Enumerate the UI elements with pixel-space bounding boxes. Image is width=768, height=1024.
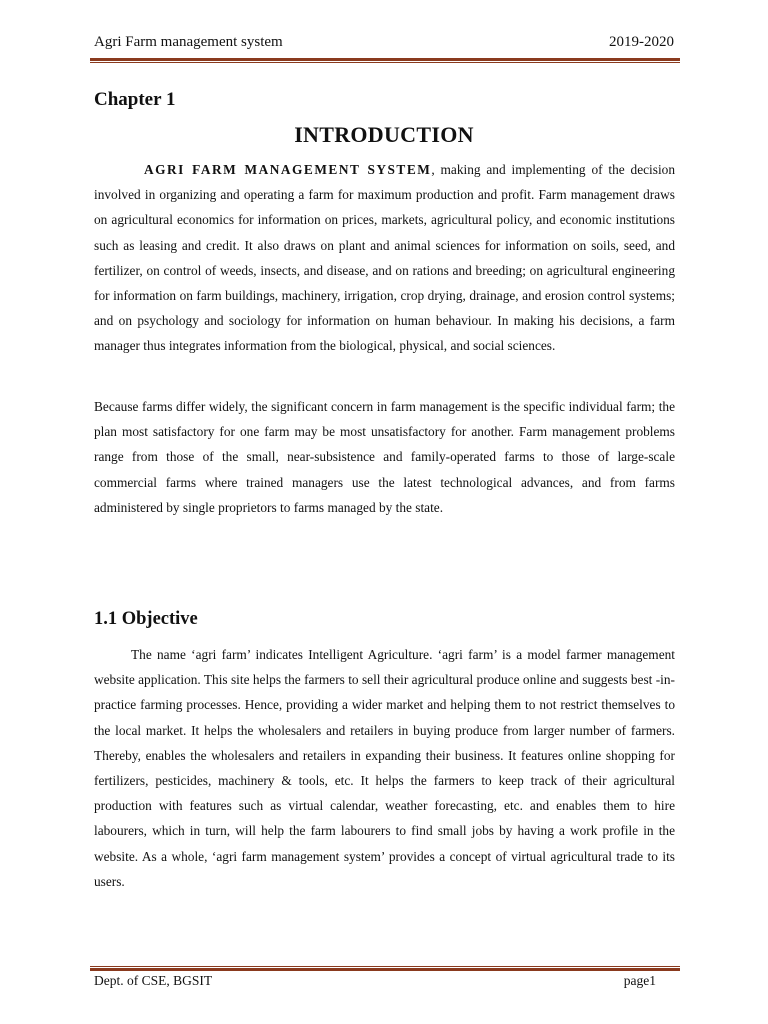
intro-paragraph-2: Because farms differ widely, the significant concern in farm management is the specific individual farm; the plan most satisfactory for one farm may be most unsatisfactory for another. Farm management problems range from those of the small, near-subsistence and family-operated farms to those of large-scale commercial farms where trained managers use the latest technological advances, and from farms administered by single proprietors to farms managed by the state. xyxy=(94,399,675,515)
header-year: 2019-2020 xyxy=(609,34,674,50)
intro-paragraph-1-text: , making and implementing of the decision involved in organizing and operating a farm for maximum production and profit. Farm management draws on agricultural economics for information on prices, markets, agricultural policy, and economic institutions such as leasing and credit. It also draws on plant and animal sciences for information on soils, seed, and fertilizer, on control of weeds, insects, and disease, and on rations and breeding; on agricultural engineering for information on farm buildings, machinery, irrigation, crop drying, drainage, and erosion control systems; and on psychology and sociology for information on human behaviour. In making his decisions, a farm manager thus integrates information from the biological, physical, and social sciences. xyxy=(94,162,676,354)
page-header xyxy=(94,34,674,51)
intro-paragraph-1 xyxy=(94,157,675,359)
objective-paragraph: The name ‘agri farm’ indicates Intelligent Agriculture. ‘agri farm’ is a model farmer management website application. This site helps the farmers to sell their agricultural produce online and suggests best -in-practice farming processes. Hence, providing a wider market and helping them to not restrict themselves to the local market. It helps the wholesalers and retailers in buying produce from larger number of farmers. Thereby, enables the wholesalers and retailers in expanding their business. It features online shopping for fertilizers, pesticides, machinery & tools, etc. It helps the farmers to keep track of their agricultural production with features such as virtual calendar, weather forecasting, etc. and enables them to hire labourers, which in turn, will help the farm labourers to find small jobs by having a work profile in the website. As a whole, ‘agri farm management system’ provides a concept of virtual agricultural trade to its users. xyxy=(94,647,675,889)
chapter-label: Chapter 1 xyxy=(94,89,176,110)
page-title: INTRODUCTION xyxy=(294,122,474,147)
intro-lead-text: AGRI FARM MANAGEMENT SYSTEM xyxy=(144,162,432,177)
page-footer xyxy=(94,973,656,989)
footer-department: Dept. of CSE, BGSIT xyxy=(94,973,213,988)
header-title: Agri Farm management system xyxy=(94,34,283,50)
footer-rule xyxy=(90,966,680,971)
section-heading-objective: 1.1 Objective xyxy=(94,609,198,629)
footer-page-number: page1 xyxy=(623,973,656,988)
